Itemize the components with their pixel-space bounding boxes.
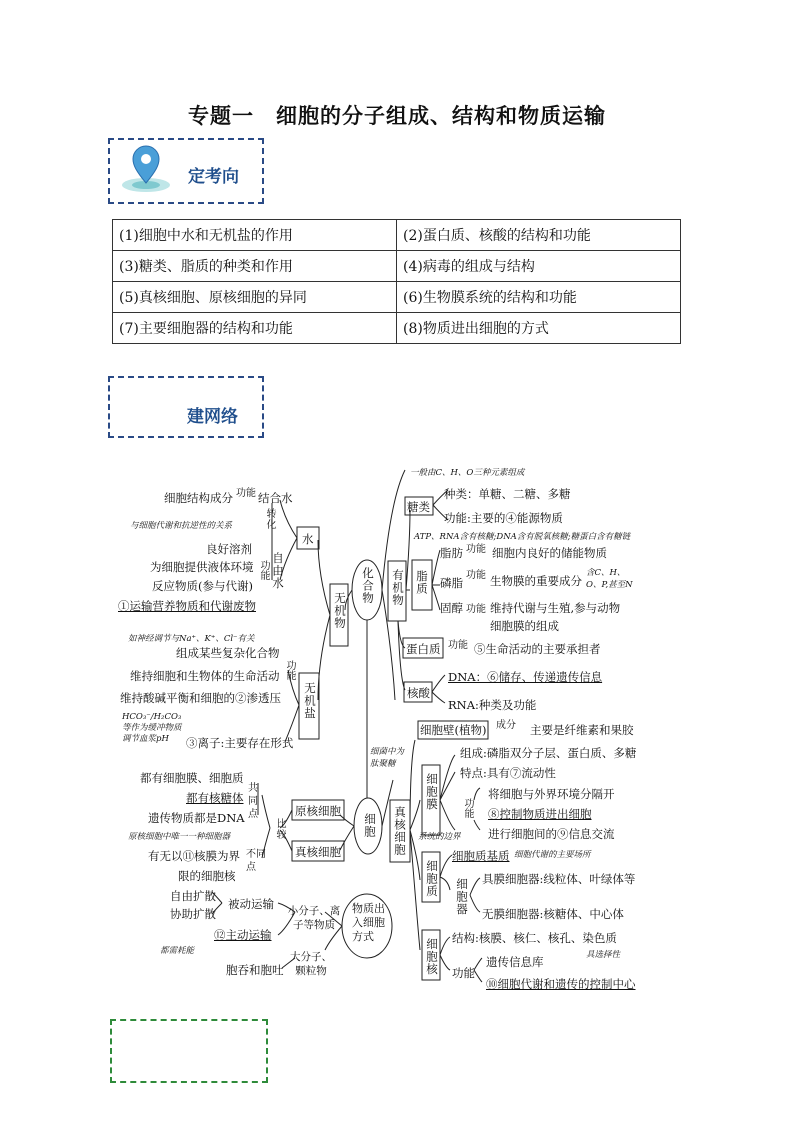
label-organelle: 细胞器 xyxy=(455,878,469,916)
label-lipid: 脂质 xyxy=(415,570,429,595)
note-sugar2: ATP、RNA含有核糖;DNA含有脱氧核糖;糖蛋白含有糖链 xyxy=(414,532,631,542)
label-org1: 具膜细胞器:线粒体、叶绿体等 xyxy=(482,872,636,886)
label-c1: 都有细胞膜、细胞质 xyxy=(140,771,244,785)
label-func-fat: 功能 xyxy=(466,544,486,555)
label-sugar: 糖类 xyxy=(407,500,430,514)
label-w6: ①运输营养物质和代谢废物 xyxy=(118,599,256,613)
label-s2: 维持细胞和生物体的生命活动 xyxy=(130,669,280,683)
label-organic: 有机物 xyxy=(391,569,405,607)
label-nuc-f2: ⑩细胞代谢和遗传的控制中心 xyxy=(486,977,636,991)
label-func-protein: 功能 xyxy=(448,640,468,651)
label-w5: 反应物质(参与代谢) xyxy=(152,579,253,593)
label-sterol-f1: 维持代谢与生殖,参与动物 xyxy=(490,601,621,615)
label-mem-comp: 组成:磷脂双分子层、蛋白质、多糖 xyxy=(460,746,637,760)
section-network-label: 建网络 xyxy=(187,407,238,427)
label-sterol-f2: 细胞膜的组成 xyxy=(490,619,559,633)
label-inorganic: 无机物 xyxy=(333,592,347,630)
note-salt2: HCO₃⁻/H₂CO₃等作为缓冲物质调节血浆pH xyxy=(122,712,182,744)
label-active: ⑫主动运输 xyxy=(214,928,272,942)
label-protein-func: ⑤生命活动的主要承担者 xyxy=(474,642,601,656)
label-dna: DNA：⑥储存、传递遗传信息 xyxy=(448,670,603,684)
label-sterol: 固醇 xyxy=(440,601,463,615)
note-sugar: 一般由C、H、O三种元素组成 xyxy=(410,468,525,478)
label-phospho-func: 生物膜的重要成分 xyxy=(490,574,582,588)
note-c: 原核细胞中唯一一种细胞器 xyxy=(128,832,231,842)
table-cell: (8)物质进出细胞的方式 xyxy=(397,313,681,344)
label-endo: 胞吞和胞吐 xyxy=(226,963,284,977)
label-rna: RNA:种类及功能 xyxy=(448,698,537,712)
label-bound-water: 结合水 xyxy=(258,491,293,505)
label-salt: 无机盐 xyxy=(303,682,317,720)
note-phospho: 含C、H、O、P,甚至N xyxy=(586,568,633,590)
label-func-phospho: 功能 xyxy=(466,570,486,581)
label-func-salt: 功能 xyxy=(284,660,295,680)
label-mem-f3: 进行细胞间的⑨信息交流 xyxy=(488,827,615,841)
label-mem-f2: ⑧控制物质进出细胞 xyxy=(488,807,592,821)
label-cytoplasm: 细胞质 xyxy=(425,860,439,898)
label-free-water: 自由水 xyxy=(271,552,285,590)
bottom-dashed-box xyxy=(110,1019,268,1083)
label-mem-feat: 特点:具有⑦流动性 xyxy=(460,766,556,780)
label-big: 大分子、颗粒物 xyxy=(290,951,332,977)
label-func-nuc: 功能 xyxy=(452,966,475,980)
label-s4: ③离子:主要存在形式 xyxy=(186,736,294,750)
table-cell: (6)生物膜系统的结构和功能 xyxy=(397,282,681,313)
page-title: 专题一 细胞的分子组成、结构和物质运输 xyxy=(188,104,606,128)
note-wall: 细菌中为肽聚糖 xyxy=(370,747,405,769)
label-compound: 化合物 xyxy=(361,567,375,605)
label-c2: 都有核糖体 xyxy=(186,791,244,805)
note-matrix: 细胞代谢的主要场所 xyxy=(514,850,591,860)
label-s1: 组成某些复杂化合物 xyxy=(176,646,280,660)
label-water: 水 xyxy=(302,532,314,546)
label-w1: 细胞结构成分 xyxy=(164,491,233,505)
label-phospho: 磷脂 xyxy=(440,576,463,590)
label-wall-comp: 成分 xyxy=(496,720,516,731)
section-orient-label: 定考向 xyxy=(188,167,239,187)
label-small: 小分子、离子等物质 xyxy=(287,905,341,931)
table-cell: (7)主要细胞器的结构和功能 xyxy=(113,313,397,344)
label-p1: 自由扩散 xyxy=(170,889,216,903)
label-wall: 细胞壁(植物) xyxy=(420,723,487,737)
label-transport: 物质出入细胞方式 xyxy=(352,902,385,943)
label-fat: 脂肪 xyxy=(440,546,463,560)
label-d2: 限的细胞核 xyxy=(178,869,236,883)
label-fat-func: 细胞内良好的储能物质 xyxy=(492,546,607,560)
label-eukaryote: 真核细胞 xyxy=(393,806,407,856)
label-nucleic: 核酸 xyxy=(407,686,430,700)
label-d1: 有无以⑪核膜为界 xyxy=(148,849,240,863)
note-active: 都需耗能 xyxy=(160,946,195,956)
label-matrix: 细胞质基质 xyxy=(452,849,510,863)
label-func-water1: 功能 xyxy=(236,488,256,499)
table-cell: (1)细胞中水和无机盐的作用 xyxy=(113,220,397,251)
note-mem: 系统的边界 xyxy=(418,832,461,842)
label-func-water2: 功能 xyxy=(258,560,269,580)
label-mem-f1: 将细胞与外界环境分隔开 xyxy=(488,787,615,801)
label-s3: 维持酸碱平衡和细胞的②渗透压 xyxy=(120,691,281,705)
label-prokaryote: 原核细胞 xyxy=(295,804,341,818)
label-c3: 遗传物质都是DNA xyxy=(148,811,245,825)
label-nuc-f1: 遗传信息库 xyxy=(486,955,544,969)
table-cell: (3)糖类、脂质的种类和作用 xyxy=(113,251,397,282)
label-membrane: 细胞膜 xyxy=(425,773,439,811)
label-func-sterol: 功能 xyxy=(466,604,486,615)
label-compare: 比较 xyxy=(274,818,285,840)
label-nuc-struct: 结构:核膜、核仁、核孔、染色质 xyxy=(452,931,617,945)
label-wall-text: 主要是纤维素和果胶 xyxy=(530,723,634,737)
table-cell: (4)病毒的组成与结构 xyxy=(397,251,681,282)
label-diff: 不同点 xyxy=(246,849,266,873)
note-w2: 与细胞代谢和抗逆性的关系 xyxy=(130,521,233,531)
note-salt: 如神经调节与Na⁺、K⁺、Cl⁻有关 xyxy=(128,634,255,644)
label-common: 共同点 xyxy=(248,783,258,820)
label-nucleus: 细胞核 xyxy=(425,938,439,976)
label-protein: 蛋白质 xyxy=(406,642,441,656)
label-euk-short: 真核细胞 xyxy=(295,845,341,859)
table-cell: (2)蛋白质、核酸的结构和功能 xyxy=(397,220,681,251)
label-passive: 被动运输 xyxy=(228,897,274,911)
note-nuc: 具选择性 xyxy=(586,950,621,960)
label-sugar-func: 功能:主要的④能源物质 xyxy=(444,511,563,525)
label-sugar-kinds: 种类：单糖、二糖、多糖 xyxy=(444,487,571,501)
label-org2: 无膜细胞器:核糖体、中心体 xyxy=(482,907,624,921)
label-convert: 转化 xyxy=(264,508,275,530)
label-w4: 为细胞提供液体环境 xyxy=(150,560,254,574)
label-w3: 良好溶剂 xyxy=(206,542,252,556)
table-cell: (5)真核细胞、原核细胞的异同 xyxy=(113,282,397,313)
label-cell: 细胞 xyxy=(363,813,377,838)
label-func-mem: 功能 xyxy=(462,798,473,818)
label-p2: 协助扩散 xyxy=(170,907,216,921)
